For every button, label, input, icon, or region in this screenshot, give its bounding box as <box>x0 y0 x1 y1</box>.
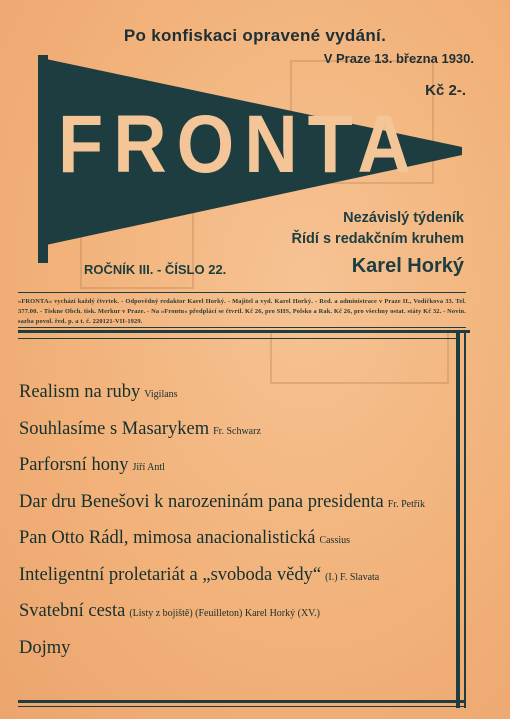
toc-author: Vigilans <box>144 389 178 400</box>
edition-note: Po konfiskaci opravené vydání. <box>123 26 387 45</box>
toc-author: (Listy z bojiště) (Feuilleton) Karel Horký (XV.) <box>129 608 320 619</box>
toc-author: Fr. Schwarz <box>213 425 261 437</box>
toc-title: Inteligentní proletariát a „svoboda vědy“ <box>19 564 322 585</box>
toc-title: Pan Otto Rádl, mimosa anacionalistická <box>19 528 316 548</box>
tagline-weekly: Nezávislý týdeník <box>343 210 464 226</box>
divider-top <box>18 292 466 293</box>
toc-author: Cassius <box>319 535 351 546</box>
toc-item[interactable] <box>19 528 454 565</box>
toc-item[interactable] <box>19 419 454 456</box>
toc-title: Parforsní hony <box>19 455 129 475</box>
toc-item[interactable] <box>19 382 454 419</box>
toc-title: Dar dru Benešovi k narozeninám pana presidenta <box>19 491 384 512</box>
toc-title: Dojmy <box>19 637 71 658</box>
frame-bottom-thin <box>18 706 466 707</box>
toc-title: Svatební cesta <box>19 601 126 621</box>
toc-item[interactable] <box>19 638 454 675</box>
frame-right-thin <box>464 330 466 708</box>
masthead-title: FRONTA <box>58 98 421 190</box>
toc-author: Jiří Antl <box>132 462 165 473</box>
frame-right-thick <box>456 330 460 708</box>
frame-inner-rule <box>18 338 460 339</box>
toc-item[interactable] <box>19 565 454 602</box>
toc-author: Fr. Petřík <box>387 498 425 510</box>
issue-date: V Praze 13. března 1930. <box>323 51 474 66</box>
toc-author: (I.) F. Slavata <box>325 571 380 583</box>
imprint-text: »FRONTA« vychází každý čtvrtek. - Odpovědný redaktor Karel Horký. - Majitel a vyd. Karel Horký. - Red. a administrace v Praze II., Vodičkova 33. Tel. 377.00. - Tiskne Obch. tisk. Merkur v Praze. - Na »Frontu« předplácí se čtvrtl. Kč 26, pro SHS, Polsko a Rak. Kč 26, pro všechny ostat. státy Kč 32. - Novin. sazba povol. řed. p. a t. č. 220121-VII-1929. <box>18 298 466 325</box>
toc-item[interactable] <box>19 492 454 529</box>
divider-bottom <box>18 327 466 328</box>
frame-bottom-thick <box>18 700 466 703</box>
table-of-contents <box>19 382 454 674</box>
issue-price: Kč 2-. <box>425 82 466 99</box>
toc-item[interactable] <box>19 455 454 492</box>
toc-title: Realism na ruby <box>19 382 141 402</box>
volume-number: ROČNÍK III. - ČÍSLO 22. <box>84 262 227 277</box>
tagline-editorial: Řídí s redakčním kruhem <box>291 231 464 247</box>
editor-name: Karel Horký <box>351 255 464 277</box>
toc-title: Souhlasíme s Masarykem <box>19 418 210 439</box>
toc-item[interactable] <box>19 601 454 638</box>
